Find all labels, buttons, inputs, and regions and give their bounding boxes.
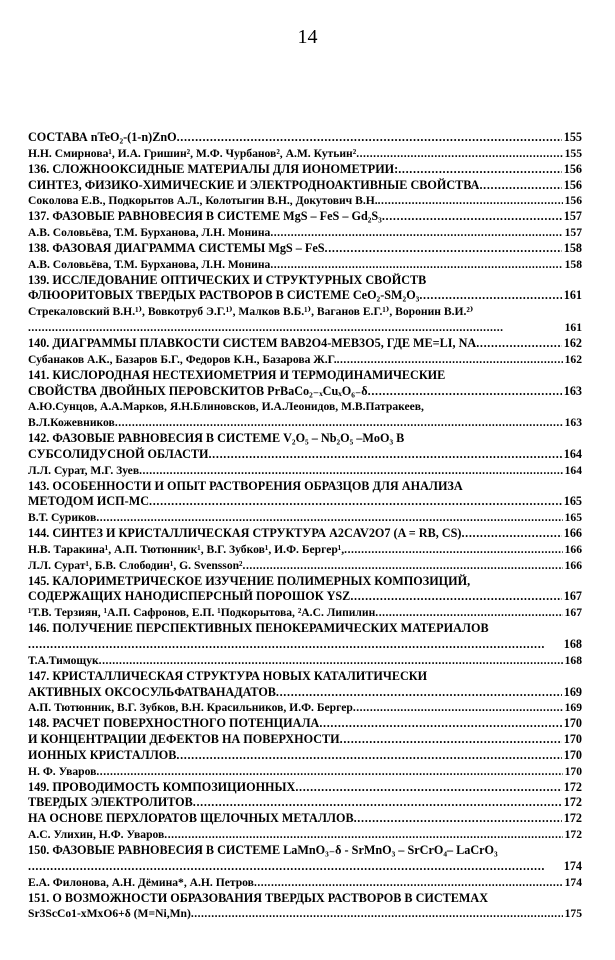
leader-dots — [191, 906, 563, 922]
entry-authors-text: Субанаков А.К., Базаров Б.Г., Федоров К.Н., Базарова Ж.Г. — [28, 352, 337, 366]
toc-entry-title — [28, 859, 582, 875]
leader-dots — [476, 336, 562, 352]
leader-dots — [28, 320, 563, 336]
entry-page-number: 156 — [563, 177, 582, 192]
toc-entry-title — [28, 273, 582, 289]
leader-dots — [276, 685, 562, 701]
toc-entry-authors — [28, 352, 582, 368]
entry-page-number: 156 — [564, 194, 582, 208]
entry-title-text: 149. ПРОВОДИМОСТЬ КОМПОЗИЦИОННЫХ — [28, 779, 296, 794]
entry-title-text: ФЛЮОРИТОВЫХ ТВЕРДЫХ РАСТВОРОВ В СИСТЕМЕ CeO₂-SM₂O₃ — [28, 288, 420, 303]
entry-page-number: 166 — [563, 526, 582, 541]
entry-page-number: 172 — [564, 828, 582, 842]
entry-title-text: 142. ФАЗОВЫЕ РАВНОВЕСИЯ В СИСТЕМЕ V₂O₅ – Nb₂O₅ –MoO₃ В — [28, 431, 405, 446]
leader-dots — [149, 494, 562, 510]
toc-entry-title — [28, 716, 582, 732]
entry-title-text: 145. КАЛОРИМЕТРИЧЕСКОЕ ИЗУЧЕНИЕ ПОЛИМЕРНЫХ КОМПОЗИЦИЙ, — [28, 573, 471, 588]
entry-title-text: СВОЙСТВА ДВОЙНЫХ ПЕРОВСКИТОВ PrBaCo₂₋ₓCuₓO₆₋δ — [28, 383, 368, 398]
toc-entry-authors — [28, 906, 582, 922]
toc-entry-title — [28, 447, 582, 463]
toc-entry-title — [28, 288, 582, 304]
entry-page-number: 162 — [563, 335, 582, 350]
entry-page-number: 166 — [564, 558, 582, 572]
entry-authors-text: А.В. Соловьёва, Т.М. Бурханова, Л.Н. Монина — [28, 257, 271, 271]
toc-entry-authors — [28, 320, 582, 336]
toc-entry-title — [28, 494, 582, 510]
toc-entry-title — [28, 130, 582, 146]
toc-entry-title — [28, 685, 582, 701]
toc-entry-title — [28, 669, 582, 685]
entry-page-number: 172 — [563, 779, 582, 794]
toc-entry-title — [28, 479, 582, 495]
leader-dots — [340, 732, 562, 748]
entry-page-number: 163 — [563, 383, 582, 398]
leader-dots — [254, 875, 563, 891]
entry-authors-text: В.Л.Кожевников — [28, 416, 115, 430]
toc-entry-authors — [28, 764, 582, 780]
leader-dots — [378, 193, 563, 209]
toc-entry-authors — [28, 399, 582, 415]
leader-dots — [193, 795, 562, 811]
entry-title-text: ИОННЫХ КРИСТАЛЛОВ — [28, 747, 177, 762]
leader-dots — [270, 257, 562, 273]
entry-page-number: 169 — [563, 684, 582, 699]
toc-entry-authors — [28, 304, 582, 320]
leader-dots — [176, 748, 561, 764]
entry-title-text: 146. ПОЛУЧЕНИЕ ПЕРСПЕКТИВНЫХ ПЕНОКЕРАМИЧЕСКИХ МАТЕРИАЛОВ — [28, 621, 489, 636]
toc-entry-authors — [28, 542, 582, 558]
leader-dots — [270, 225, 562, 241]
entry-title-text: 143. ОСОБЕННОСТИ И ОПЫТ РАСТВОРЕНИЯ ОБРАЗЦОВ ДЛЯ АНАЛИЗА — [28, 478, 463, 493]
entry-title-text: АКТИВНЫХ ОКСОСУЛЬФАТВАНАДАТОВ — [28, 684, 276, 699]
entry-page-number: 161 — [563, 288, 582, 303]
toc-entry-authors — [28, 146, 582, 162]
entry-title-text: 148. РАСЧЕТ ПОВЕРХНОСТНОГО ПОТЕНЦИАЛА — [28, 716, 320, 731]
toc-entry-title — [28, 526, 582, 542]
entry-authors-text: В.Т. Суриков — [28, 511, 97, 525]
leader-dots — [398, 162, 562, 178]
leader-dots — [337, 352, 563, 368]
leader-dots — [28, 637, 562, 653]
leader-dots — [99, 653, 563, 669]
entry-page-number: 169 — [564, 701, 582, 715]
entry-page-number: 164 — [564, 463, 582, 477]
toc-entry-authors — [28, 875, 582, 891]
entry-authors-text: А.П. Тютюнник, В.Г. Зубков, В.Н. Красильников, И.Ф. Бергер — [28, 701, 353, 715]
entry-page-number: 163 — [564, 416, 582, 430]
leader-dots — [354, 811, 562, 827]
entry-authors-text: Т.А.Тимощук — [28, 653, 99, 667]
leader-dots — [353, 700, 563, 716]
toc-entry-authors — [28, 193, 582, 209]
leader-dots — [479, 178, 561, 194]
toc-entry-title — [28, 384, 582, 400]
entry-title-text: 150. ФАЗОВЫЕ РАВНОВЕСИЯ В СИСТЕМЕ LaMnO₃₋δ - SrMnO₃ – SrCrO₄– LaCrO₃ — [28, 842, 498, 857]
entry-authors-text: Н. Ф. Уваров — [28, 764, 97, 778]
toc-entry-title — [28, 431, 582, 447]
entry-page-number: 172 — [563, 811, 582, 826]
entry-page-number: 165 — [564, 511, 582, 525]
entry-page-number: 168 — [564, 653, 582, 667]
toc-entry-title — [28, 621, 582, 637]
toc-entry-authors — [28, 700, 582, 716]
entry-authors-text: Л.Л. Сурат, М.Г. Зуев — [28, 463, 140, 477]
entry-authors-text: Соколова Е.В., Подкорытов А.Л., Колотыгин В.Н., Докутович В.Н. — [28, 194, 378, 208]
entry-page-number: 170 — [563, 716, 582, 731]
toc-entry-title — [28, 336, 582, 352]
entry-title-text: МЕТОДОМ ИСП-МС — [28, 494, 150, 509]
entry-title-text: 138. ФАЗОВАЯ ДИАГРАММА СИСТЕМЫ MgS – FeS — [28, 240, 325, 255]
leader-dots — [28, 859, 562, 875]
leader-dots — [325, 241, 562, 257]
toc-entry-authors — [28, 225, 582, 241]
entry-title-text: И КОНЦЕНТРАЦИИ ДЕФЕКТОВ НА ПОВЕРХНОСТИ — [28, 732, 340, 747]
entry-authors-text: Л.Л. Сурат¹, Б.В. Слободин¹, G. Svensson² — [28, 558, 243, 572]
entry-page-number: 158 — [564, 257, 582, 271]
table-of-contents — [28, 130, 582, 922]
toc-entry-title — [28, 843, 582, 859]
entry-page-number: 170 — [564, 764, 582, 778]
entry-page-number: 175 — [564, 907, 582, 921]
leader-dots — [319, 716, 561, 732]
entry-title-text: СОДЕРЖАЩИХ НАНОДИСПЕРСНЫЙ ПОРОШОК YSZ — [28, 589, 351, 604]
entry-title-text: ТВЕРДЫХ ЭЛЕКТРОЛИТОВ — [28, 795, 193, 810]
entry-page-number: 157 — [563, 209, 582, 224]
page-number: 14 — [297, 26, 318, 48]
leader-dots — [356, 146, 562, 162]
leader-dots — [344, 542, 562, 558]
toc-entry-authors — [28, 415, 582, 431]
entry-page-number: 161 — [564, 321, 582, 335]
toc-entry-title — [28, 795, 582, 811]
entry-title-text: 151. О ВОЗМОЖНОСТИ ОБРАЗОВАНИЯ ТВЕРДЫХ РАСТВОРОВ В СИСТЕМАХ — [28, 890, 489, 905]
toc-entry-authors — [28, 510, 582, 526]
entry-page-number: 167 — [563, 589, 582, 604]
entry-page-number: 166 — [564, 542, 582, 556]
toc-entry-title — [28, 732, 582, 748]
entry-page-number: 170 — [563, 732, 582, 747]
toc-entry-authors — [28, 558, 582, 574]
toc-entry-title — [28, 162, 582, 178]
entry-page-number: 162 — [564, 352, 582, 366]
toc-entry-title — [28, 241, 582, 257]
toc-entry-title — [28, 209, 582, 225]
entry-title-text: СУБСОЛИДУСНОЙ ОБЛАСТИ — [28, 446, 209, 461]
toc-entry-title — [28, 368, 582, 384]
toc-entry-title — [28, 811, 582, 827]
leader-dots — [382, 209, 562, 225]
entry-page-number: 174 — [564, 875, 582, 889]
toc-entry-title — [28, 780, 582, 796]
leader-dots — [164, 827, 562, 843]
toc-entry-title — [28, 589, 582, 605]
entry-title-text: НА ОСНОВЕ ПЕРХЛОРАТОВ ЩЕЛОЧНЫХ МЕТАЛЛОВ — [28, 811, 354, 826]
entry-page-number: 155 — [564, 146, 582, 160]
toc-entry-authors — [28, 463, 582, 479]
leader-dots — [139, 463, 563, 479]
entry-page-number: 172 — [563, 795, 582, 810]
entry-page-number: 157 — [564, 226, 582, 240]
entry-title-text: 144. СИНТЕЗ И КРИСТАЛЛИЧЕСКАЯ СТРУКТУРА A2CAV2O7 (A = RB, CS) — [28, 526, 462, 541]
entry-page-number: 156 — [563, 161, 582, 176]
leader-dots — [115, 415, 563, 431]
entry-page-number: 155 — [563, 130, 582, 144]
leader-dots — [96, 510, 562, 526]
leader-dots — [375, 605, 562, 621]
leader-dots — [368, 384, 562, 400]
toc-entry-title — [28, 891, 582, 907]
toc-entry-title — [28, 574, 582, 590]
entry-title-text: 136. СЛОЖНООКСИДНЫЕ МАТЕРИАЛЫ ДЛЯ ИОНОМЕТРИИ: — [28, 161, 399, 176]
leader-dots — [243, 558, 563, 574]
entry-title-text: СОСТАВА nTeO₂-(1-n)ZnO — [28, 130, 177, 144]
toc-entry-authors — [28, 653, 582, 669]
entry-title-text: СИНТЕЗ, ФИЗИКО-ХИМИЧЕСКИЕ И ЭЛЕКТРОДНОАКТИВНЫЕ СВОЙСТВА — [28, 177, 480, 192]
leader-dots — [419, 288, 561, 304]
entry-authors-text: Sr3ScCo1-xMxO6+δ (M=Ni,Mn) — [28, 907, 191, 921]
entry-page-number: 164 — [563, 446, 582, 461]
leader-dots — [208, 447, 561, 463]
toc-entry-title — [28, 178, 582, 194]
entry-authors-text: Н.Н. Смирнова¹, И.А. Гришин², М.Ф. Чурбанов², А.М. Кутьин² — [28, 146, 357, 160]
entry-page-number: 167 — [564, 606, 582, 620]
leader-dots — [96, 764, 562, 780]
entry-page-number: 170 — [563, 747, 582, 762]
entry-authors-text: А.С. Улихин, Н.Ф. Уваров — [28, 828, 165, 842]
entry-page-number: 174 — [563, 858, 582, 873]
entry-authors-text: А.В. Соловьёва, Т.М. Бурханова, Л.Н. Монина — [28, 226, 271, 240]
leader-dots — [350, 589, 561, 605]
entry-page-number: 158 — [563, 240, 582, 255]
entry-authors-text: ¹Т.В. Терзиян, ¹А.П. Сафронов, Е.П. ¹Подкорытова, ²А.С. Липилин — [28, 606, 376, 620]
leader-dots — [177, 130, 562, 146]
toc-entry-authors — [28, 827, 582, 843]
entry-title-text: 141. КИСЛОРОДНАЯ НЕСТЕХИОМЕТРИЯ И ТЕРМОДИНАМИЧЕСКИЕ — [28, 367, 446, 382]
entry-authors-text: Стрекаловский В.Н.¹⁾, Вовкотруб Э.Г.¹⁾, Малков В.Б.¹⁾, Ваганов Е.Г.¹⁾, Воронин В.И.²⁾ — [28, 305, 474, 319]
entry-title-text: 147. КРИСТАЛЛИЧЕСКАЯ СТРУКТУРА НОВЫХ КАТАЛИТИЧЕСКИ — [28, 668, 428, 683]
entry-title-text: 140. ДИАГРАММЫ ПЛАВКОСТИ СИСТЕМ BAB2O4-MEB3O5, ГДЕ ME=LI, NA — [28, 335, 477, 350]
entry-title-text: 139. ИССЛЕДОВАНИЕ ОПТИЧЕСКИХ И СТРУКТУРНЫХ СВОЙСТВ — [28, 272, 427, 287]
toc-entry-authors — [28, 605, 582, 621]
leader-dots — [295, 780, 561, 796]
entry-authors-text: А.Ю.Сунцов, А.А.Марков, Я.Н.Блиновсков, И.А.Леонидов, М.В.Патракеев, — [28, 400, 424, 414]
entry-authors-text: Е.А. Филонова, А.Н. Дёмина*, А.Н. Петров — [28, 875, 254, 889]
entry-authors-text: Н.В. Таракина¹, А.П. Тютюнник¹, В.Г. Зубков¹, И.Ф. Бергер¹, — [28, 542, 345, 556]
toc-entry-title — [28, 748, 582, 764]
entry-title-text: 137. ФАЗОВЫЕ РАВНОВЕСИЯ В СИСТЕМЕ MgS – FeS – Gd₂S₃ — [28, 209, 382, 224]
leader-dots — [461, 526, 561, 542]
toc-entry-title — [28, 637, 582, 653]
entry-page-number: 168 — [563, 637, 582, 651]
toc-entry-authors — [28, 257, 582, 273]
entry-page-number: 165 — [563, 494, 582, 509]
